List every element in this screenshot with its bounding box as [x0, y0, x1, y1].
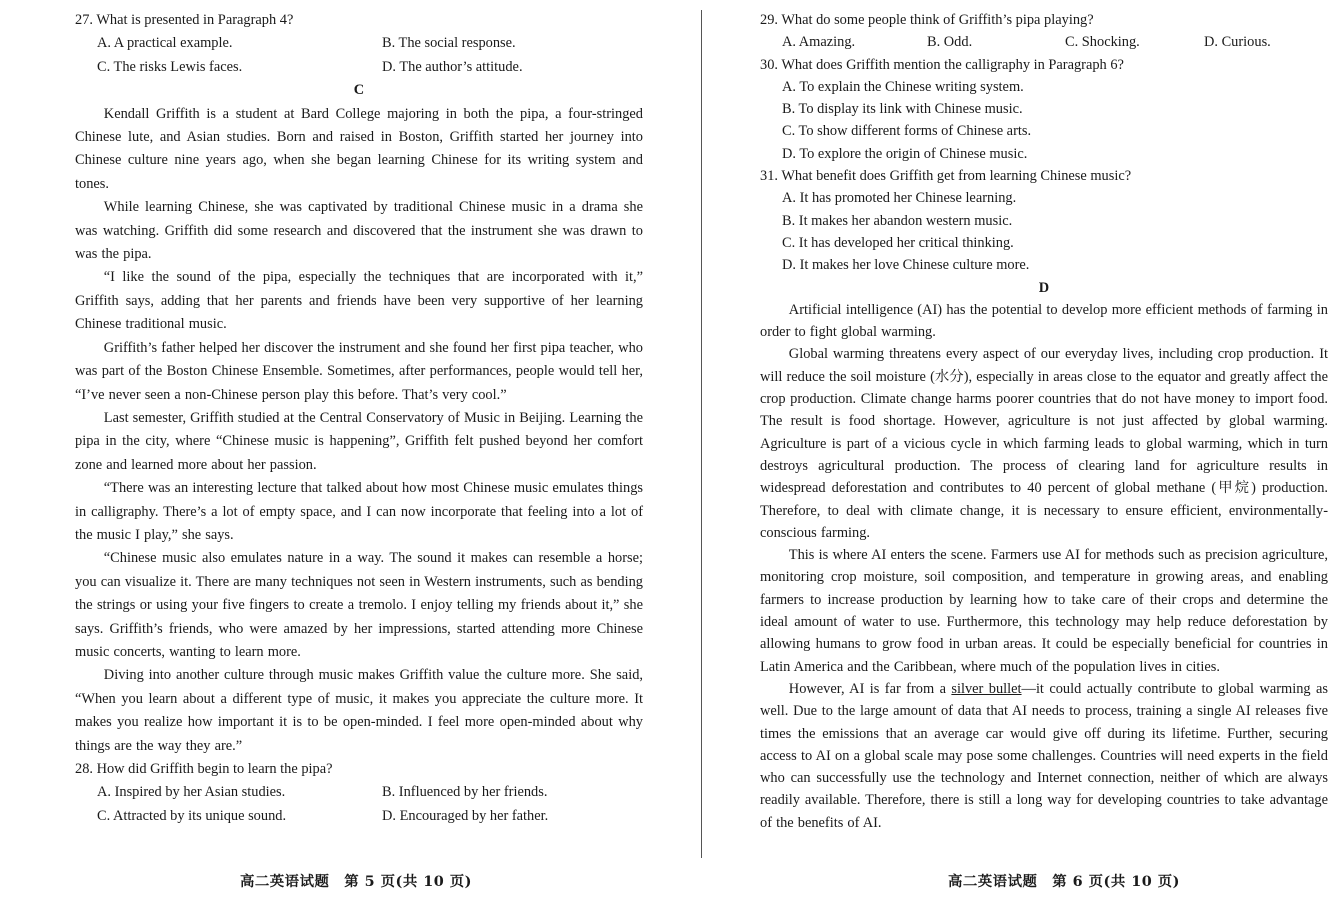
question-31-options — [782, 187, 1328, 276]
option-28-d: D. Encouraged by her father. — [382, 807, 549, 824]
paragraph-d-3: This is where AI enters the scene. Farmers use AI for methods such as precision agriculture, monitoring crop moisture, soil composition, and temperature in growing areas, and enabling farmers to increase production by learning how to take care of their crops and determine the ideal amount of water to use. Furthermore, this technology may help reduce deforestation by allowing humans to grow food in urban areas. It could be especially beneficial for countries in Latin America and the Caribbean, where much of the population lives in cities. — [760, 547, 1328, 675]
left-page — [75, 9, 643, 828]
option-31-c: C. It has developed her critical thinking. — [782, 234, 1014, 251]
footer-page-5: 高二英语试题 第 5 页(共 10 页) — [240, 873, 472, 890]
option-28-a: A. Inspired by her Asian studies. — [97, 784, 286, 801]
option-30-a: A. To explain the Chinese writing system. — [782, 78, 1024, 95]
paragraph-c-7: “Chinese music also emulates nature in a way. The sound it makes can resemble a horse; you can visualize it. There are many techniques not seen in Western instruments, such as bending the strings or using your five fingers to create a tremolo. I enjoy telling my friends about it,” she says. Griffith’s friends, who were amazed by her impressions, started attending more Chinese music concerts, wanting to learn more. — [75, 550, 643, 660]
option-29-d: D. Curious. — [1204, 34, 1271, 51]
option-27-d: D. The author’s attitude. — [382, 58, 523, 75]
paragraph-c-4: Griffith’s father helped her discover the instrument and she found her first pipa teacher, who was part of the Boston Chinese Ensemble. Sometimes, after performances, people would tell her, “I’ve never seen a non-Chinese person play this before. That’s very cool.” — [75, 339, 643, 403]
question-27-options — [97, 32, 643, 79]
silver-bullet-underlined: silver bullet — [951, 680, 1022, 697]
option-30-b: B. To display its link with Chinese music. — [782, 101, 1023, 118]
option-30-c: C. To show different forms of Chinese arts. — [782, 123, 1032, 140]
paragraph-c-5: Last semester, Griffith studied at the Central Conservatory of Music in Beijing. Learning the pipa in the city, where “Chinese music is happening”, Griffith felt pushed beyond her comfort zone and learned more about her passion. — [75, 409, 643, 473]
page-divider — [701, 10, 702, 858]
option-28-b: B. Influenced by her friends. — [382, 784, 548, 801]
option-29-b: B. Odd. — [927, 34, 973, 51]
option-30-d: D. To explore the origin of Chinese music. — [782, 145, 1028, 162]
option-27-a: A. A practical example. — [97, 35, 233, 52]
paragraph-d-4-rest: —it could actually contribute to global warming as well. Due to the large amount of data that AI needs to process, training a single AI releases five times the emissions that an average car would give off during its lifetime. Further, securing access to AI on a global scale may pose some challenges. Countries will need experts in the field who can successfully use the technology and Internet connection, neither of which are always readily available. Therefore, there is still a long way for developing countries to take advantage of the benefits of AI. — [760, 680, 1329, 831]
option-29-a: A. Amazing. — [782, 34, 856, 51]
option-31-d: D. It makes her love Chinese culture more. — [782, 257, 1030, 274]
paragraph-c-3: “I like the sound of the pipa, especially the techniques that are incorporated with it,” Griffith says, adding that her parents and friends have been very supportive of her learning Chinese traditional music. — [75, 269, 643, 333]
option-29-c: C. Shocking. — [1065, 34, 1140, 51]
question-30-options — [782, 76, 1328, 165]
paragraph-c-1: Kendall Griffith is a student at Bard College majoring in both the pipa, a four-stringed Chinese lute, and Asian studies. Born and raised in Boston, Griffith started her journey into Chinese culture nine years ago, when she began learning Chinese for its writing system and tones. — [75, 105, 643, 192]
question-28-options — [97, 781, 643, 828]
question-31: 31. What benefit does Griffith get from learning Chinese music? — [760, 168, 1132, 185]
paragraph-d-2: Global warming threatens every aspect of our everyday lives, including crop production. It will reduce the soil moisture (水分), especially in areas close to the equator and greatly affect the crop production. Climate change harms poorer countries that do not have money to import food. The result is food shortage. However, agriculture is not just affected by global warming. Agriculture is part of a vicious cycle in which farming leads to global warming, which in turn destroys agricultural production. The process of clearing land for agriculture results in widespread deforestation and contributes to 40 percent of global methane (甲烷) production. Therefore, to deal with climate change, it is necessary to ensure efficient, environmentally-conscious farming. — [760, 346, 1328, 541]
paragraph-c-2: While learning Chinese, she was captivated by traditional Chinese music in a drama she was watching. Griffith did some research and discovered that the instrument she was drawn to was the pipa. — [75, 199, 643, 263]
question-30: 30. What does Griffith mention the calligraphy in Paragraph 6? — [760, 56, 1124, 73]
question-29-options — [782, 31, 1328, 53]
section-d-heading: D — [1038, 279, 1050, 296]
right-page — [760, 9, 1328, 834]
paragraph-d-4-start: However, AI is far from a — [788, 680, 952, 697]
question-29: 29. What do some people think of Griffith’s pipa playing? — [760, 12, 1094, 28]
paragraph-d-4 — [760, 678, 1328, 834]
option-27-c: C. The risks Lewis faces. — [97, 58, 243, 75]
option-27-b: B. The social response. — [382, 35, 516, 52]
paragraph-d-1: Artificial intelligence (AI) has the potential to develop more efficient methods of farming in order to fight global warming. — [760, 301, 1328, 341]
question-27: 27. What is presented in Paragraph 4? — [75, 12, 294, 28]
paragraph-c-6: “There was an interesting lecture that talked about how most Chinese music emulates things in calligraphy. There’s a lot of empty space, and I can now incorporate that feeling into a lot of the music I play,” she says. — [75, 480, 643, 543]
paragraph-c-8: Diving into another culture through music makes Griffith value the culture more. She said, “When you learn about a different type of music, it makes you appreciate the culture more. It makes you realize how important it is to be open-minded. I feel more open-minded about why things are the way they are.” — [75, 667, 643, 754]
option-28-c: C. Attracted by its unique sound. — [97, 807, 287, 824]
option-31-b: B. It makes her abandon western music. — [782, 212, 1013, 229]
option-31-a: A. It has promoted her Chinese learning. — [782, 190, 1017, 207]
footer-page-6: 高二英语试题 第 6 页(共 10 页) — [948, 873, 1180, 890]
question-28: 28. How did Griffith begin to learn the pipa? — [75, 761, 333, 777]
section-c-heading: C — [353, 82, 365, 99]
